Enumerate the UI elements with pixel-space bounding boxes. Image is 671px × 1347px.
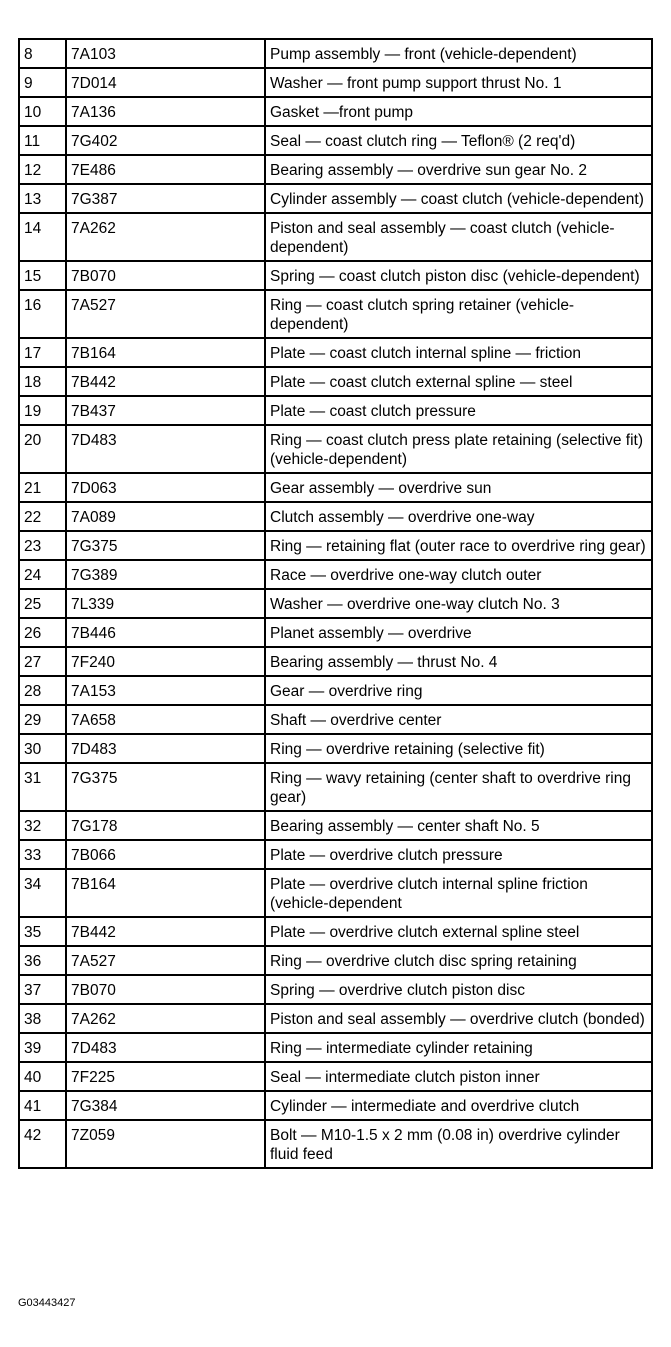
description-cell: Shaft — overdrive center: [265, 705, 652, 734]
description-cell: Ring — overdrive retaining (selective fit): [265, 734, 652, 763]
part-number-cell: 7G402: [66, 126, 265, 155]
table-row: [19, 705, 652, 734]
description-cell: Plate — overdrive clutch external spline steel: [265, 917, 652, 946]
description-cell: Ring — wavy retaining (center shaft to overdrive ring gear): [265, 763, 652, 811]
part-number-cell: 7A527: [66, 290, 265, 338]
item-number-cell: 22: [19, 502, 66, 531]
item-number-cell: 18: [19, 367, 66, 396]
part-number-cell: 7E486: [66, 155, 265, 184]
item-number-cell: 34: [19, 869, 66, 917]
part-number-cell: 7B442: [66, 917, 265, 946]
table-row: [19, 589, 652, 618]
part-number-cell: 7B070: [66, 975, 265, 1004]
description-cell: Plate — coast clutch external spline — steel: [265, 367, 652, 396]
part-number-cell: 7B066: [66, 840, 265, 869]
description-cell: Ring — coast clutch spring retainer (vehicle-dependent): [265, 290, 652, 338]
description-cell: Spring — overdrive clutch piston disc: [265, 975, 652, 1004]
description-cell: Gear assembly — overdrive sun: [265, 473, 652, 502]
description-cell: Bearing assembly — overdrive sun gear No. 2: [265, 155, 652, 184]
description-cell: Planet assembly — overdrive: [265, 618, 652, 647]
item-number-cell: 23: [19, 531, 66, 560]
part-number-cell: 7F225: [66, 1062, 265, 1091]
table-row: [19, 338, 652, 367]
description-cell: Plate — overdrive clutch internal spline friction (vehicle-dependent: [265, 869, 652, 917]
description-cell: Plate — coast clutch pressure: [265, 396, 652, 425]
part-number-cell: 7G389: [66, 560, 265, 589]
description-cell: Ring — overdrive clutch disc spring retaining: [265, 946, 652, 975]
item-number-cell: 32: [19, 811, 66, 840]
part-number-cell: 7B070: [66, 261, 265, 290]
part-number-cell: 7G178: [66, 811, 265, 840]
item-number-cell: 11: [19, 126, 66, 155]
table-row: [19, 869, 652, 917]
description-cell: Ring — retaining flat (outer race to overdrive ring gear): [265, 531, 652, 560]
description-cell: Plate — overdrive clutch pressure: [265, 840, 652, 869]
table-row: [19, 1091, 652, 1120]
part-number-cell: 7D014: [66, 68, 265, 97]
parts-table-body: [19, 39, 652, 1168]
description-cell: Clutch assembly — overdrive one-way: [265, 502, 652, 531]
description-cell: Seal — intermediate clutch piston inner: [265, 1062, 652, 1091]
description-cell: Race — overdrive one-way clutch outer: [265, 560, 652, 589]
part-number-cell: 7B437: [66, 396, 265, 425]
item-number-cell: 13: [19, 184, 66, 213]
item-number-cell: 28: [19, 676, 66, 705]
part-number-cell: 7G375: [66, 763, 265, 811]
item-number-cell: 35: [19, 917, 66, 946]
item-number-cell: 12: [19, 155, 66, 184]
item-number-cell: 9: [19, 68, 66, 97]
table-row: [19, 647, 652, 676]
description-cell: Washer — front pump support thrust No. 1: [265, 68, 652, 97]
part-number-cell: 7Z059: [66, 1120, 265, 1168]
table-row: [19, 840, 652, 869]
description-cell: Washer — overdrive one-way clutch No. 3: [265, 589, 652, 618]
part-number-cell: 7A527: [66, 946, 265, 975]
description-cell: Plate — coast clutch internal spline — friction: [265, 338, 652, 367]
figure-id-caption: G03443427: [18, 1297, 76, 1309]
parts-table: [18, 38, 653, 1169]
item-number-cell: 19: [19, 396, 66, 425]
description-cell: Piston and seal assembly — coast clutch (vehicle-dependent): [265, 213, 652, 261]
item-number-cell: 21: [19, 473, 66, 502]
item-number-cell: 16: [19, 290, 66, 338]
part-number-cell: 7A136: [66, 97, 265, 126]
item-number-cell: 25: [19, 589, 66, 618]
part-number-cell: 7A153: [66, 676, 265, 705]
table-row: [19, 763, 652, 811]
part-number-cell: 7F240: [66, 647, 265, 676]
description-cell: Piston and seal assembly — overdrive clutch (bonded): [265, 1004, 652, 1033]
table-row: [19, 1062, 652, 1091]
table-row: [19, 473, 652, 502]
table-row: [19, 425, 652, 473]
table-row: [19, 1033, 652, 1062]
table-row: [19, 1004, 652, 1033]
item-number-cell: 36: [19, 946, 66, 975]
table-row: [19, 39, 652, 68]
part-number-cell: 7D483: [66, 734, 265, 763]
part-number-cell: 7G384: [66, 1091, 265, 1120]
table-row: [19, 946, 652, 975]
item-number-cell: 33: [19, 840, 66, 869]
part-number-cell: 7G375: [66, 531, 265, 560]
table-row: [19, 396, 652, 425]
item-number-cell: 26: [19, 618, 66, 647]
part-number-cell: 7B446: [66, 618, 265, 647]
item-number-cell: 14: [19, 213, 66, 261]
description-cell: Cylinder assembly — coast clutch (vehicle-dependent): [265, 184, 652, 213]
part-number-cell: 7B164: [66, 338, 265, 367]
part-number-cell: 7D483: [66, 1033, 265, 1062]
table-row: [19, 97, 652, 126]
item-number-cell: 40: [19, 1062, 66, 1091]
item-number-cell: 24: [19, 560, 66, 589]
description-cell: Cylinder — intermediate and overdrive clutch: [265, 1091, 652, 1120]
part-number-cell: 7A658: [66, 705, 265, 734]
table-row: [19, 618, 652, 647]
item-number-cell: 20: [19, 425, 66, 473]
part-number-cell: 7B164: [66, 869, 265, 917]
item-number-cell: 29: [19, 705, 66, 734]
table-row: [19, 811, 652, 840]
part-number-cell: 7A262: [66, 213, 265, 261]
table-row: [19, 1120, 652, 1168]
description-cell: Seal — coast clutch ring — Teflon® (2 req'd): [265, 126, 652, 155]
table-row: [19, 676, 652, 705]
item-number-cell: 30: [19, 734, 66, 763]
item-number-cell: 10: [19, 97, 66, 126]
item-number-cell: 15: [19, 261, 66, 290]
item-number-cell: 8: [19, 39, 66, 68]
table-row: [19, 560, 652, 589]
table-row: [19, 367, 652, 396]
table-row: [19, 155, 652, 184]
part-number-cell: 7L339: [66, 589, 265, 618]
part-number-cell: 7B442: [66, 367, 265, 396]
table-row: [19, 502, 652, 531]
item-number-cell: 39: [19, 1033, 66, 1062]
item-number-cell: 41: [19, 1091, 66, 1120]
part-number-cell: 7A103: [66, 39, 265, 68]
table-row: [19, 917, 652, 946]
item-number-cell: 38: [19, 1004, 66, 1033]
part-number-cell: 7A089: [66, 502, 265, 531]
part-number-cell: 7A262: [66, 1004, 265, 1033]
item-number-cell: 27: [19, 647, 66, 676]
description-cell: Bearing assembly — thrust No. 4: [265, 647, 652, 676]
item-number-cell: 31: [19, 763, 66, 811]
description-cell: Ring — coast clutch press plate retaining (selective fit) (vehicle-dependent): [265, 425, 652, 473]
description-cell: Pump assembly — front (vehicle-dependent): [265, 39, 652, 68]
part-number-cell: 7D063: [66, 473, 265, 502]
table-row: [19, 290, 652, 338]
description-cell: Gasket —front pump: [265, 97, 652, 126]
item-number-cell: 42: [19, 1120, 66, 1168]
description-cell: Bolt — M10-1.5 x 2 mm (0.08 in) overdrive cylinder fluid feed: [265, 1120, 652, 1168]
description-cell: Spring — coast clutch piston disc (vehicle-dependent): [265, 261, 652, 290]
table-row: [19, 126, 652, 155]
description-cell: Bearing assembly — center shaft No. 5: [265, 811, 652, 840]
item-number-cell: 17: [19, 338, 66, 367]
table-row: [19, 734, 652, 763]
item-number-cell: 37: [19, 975, 66, 1004]
table-row: [19, 68, 652, 97]
description-cell: Gear — overdrive ring: [265, 676, 652, 705]
table-row: [19, 213, 652, 261]
table-row: [19, 531, 652, 560]
table-row: [19, 184, 652, 213]
description-cell: Ring — intermediate cylinder retaining: [265, 1033, 652, 1062]
part-number-cell: 7D483: [66, 425, 265, 473]
table-row: [19, 975, 652, 1004]
table-row: [19, 261, 652, 290]
part-number-cell: 7G387: [66, 184, 265, 213]
